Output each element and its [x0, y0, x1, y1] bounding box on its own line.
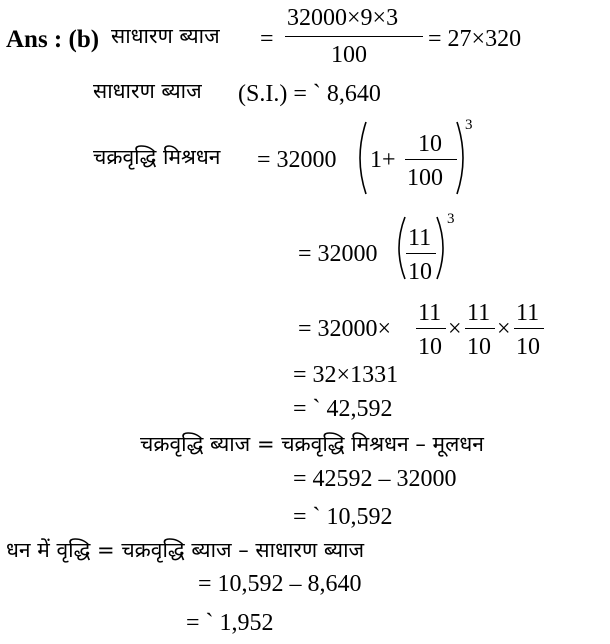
step2-denominator: 10 [408, 259, 432, 285]
compound-amount-label: चक्रवृद्धि मिश्रधन [93, 145, 221, 169]
step3-numerator-2: 11 [467, 300, 491, 326]
step3-denominator-2: 10 [467, 334, 491, 360]
compound-interest-result: = ` 10,592 [293, 504, 393, 530]
rate-denominator: 100 [407, 165, 443, 191]
step2-fraction-bar [406, 253, 436, 254]
step2-exponent: 3 [447, 211, 455, 227]
one-plus: 1+ [370, 147, 396, 173]
compound-interest-formula: चक्रवृद्धि ब्याज = चक्रवृद्धि मिश्रधन – मूलधन [140, 432, 484, 456]
difference-result: = ` 1,952 [186, 610, 274, 636]
compound-amount-principal: = 32000 [257, 147, 337, 173]
step3-bar-3 [514, 328, 544, 329]
compound-amount-result: = ` 42,592 [293, 396, 393, 422]
simple-interest-label-2: साधारण ब्याज [93, 79, 202, 103]
difference-formula: धन में वृद्धि = चक्रवृद्धि ब्याज – साधारण ब्याज [6, 538, 365, 562]
step4-product: = 32×1331 [293, 362, 399, 388]
simple-interest-product: = 27×320 [428, 26, 522, 52]
simple-interest-value: (S.I.) = ` 8,640 [238, 81, 381, 107]
step2-left-parenthesis [392, 215, 408, 281]
left-parenthesis [353, 120, 369, 196]
step3-bar-1 [416, 328, 446, 329]
difference-calc: = 10,592 – 8,640 [198, 571, 362, 597]
step3-principal: = 32000× [298, 316, 392, 342]
fraction-denominator: 100 [331, 42, 367, 68]
fraction-bar [285, 36, 423, 37]
answer-label: Ans : (b) [6, 26, 100, 53]
step3-times-1: × [448, 316, 462, 342]
step3-bar-2 [465, 328, 495, 329]
step2-numerator: 11 [408, 225, 432, 251]
simple-interest-label: साधारण ब्याज [111, 24, 220, 48]
rate-numerator: 10 [418, 131, 442, 157]
fraction-numerator: 32000×9×3 [287, 5, 399, 31]
step3-denominator-3: 10 [516, 334, 540, 360]
rate-fraction-bar [405, 159, 457, 160]
exponent: 3 [465, 117, 473, 133]
step3-numerator-1: 11 [418, 300, 442, 326]
step2-principal: = 32000 [298, 241, 378, 267]
equals-sign: = [260, 26, 274, 52]
step3-times-2: × [497, 316, 511, 342]
step3-numerator-3: 11 [516, 300, 540, 326]
step3-denominator-1: 10 [418, 334, 442, 360]
compound-interest-calc: = 42592 – 32000 [293, 466, 457, 492]
